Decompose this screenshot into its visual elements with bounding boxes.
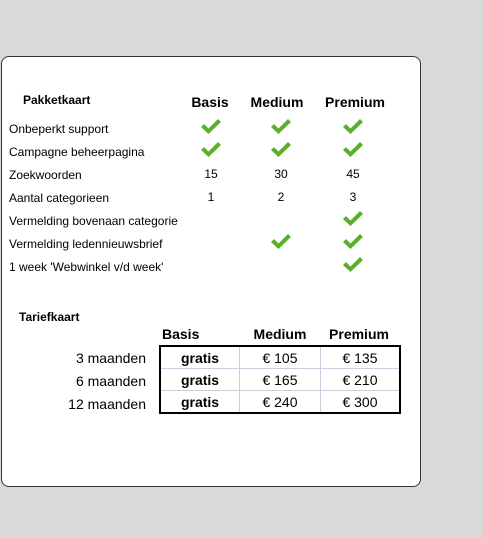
feature-label: Vermelding bovenaan categorie xyxy=(9,214,178,228)
tarief-cell: € 105 xyxy=(240,346,321,369)
table-row xyxy=(160,346,400,369)
feature-label: 1 week 'Webwinkel v/d week' xyxy=(9,260,164,274)
tarief-cell: € 240 xyxy=(240,391,321,414)
checkmark-icon xyxy=(342,117,364,137)
feature-label: Campagne beheerpagina xyxy=(9,145,145,159)
checkmark-icon xyxy=(342,232,364,252)
pricing-card xyxy=(1,56,421,487)
tarief-col-medium: Medium xyxy=(253,326,307,342)
pakket-col-medium: Medium xyxy=(250,94,304,110)
feature-value: 2 xyxy=(277,190,285,204)
tarief-cell: € 135 xyxy=(321,346,401,369)
table-row xyxy=(160,391,400,414)
checkmark-icon xyxy=(270,117,292,137)
pakket-col-basis: Basis xyxy=(191,94,229,110)
tarief-cell: € 165 xyxy=(240,369,321,391)
feature-value: 15 xyxy=(204,167,218,181)
checkmark-icon xyxy=(200,140,222,160)
checkmark-icon xyxy=(270,232,292,252)
tarief-row-label-6: 6 maanden xyxy=(75,373,146,389)
checkmark-icon xyxy=(342,209,364,229)
checkmark-icon xyxy=(342,255,364,275)
tarief-row-label-3: 3 maanden xyxy=(75,350,146,366)
checkmark-icon xyxy=(270,140,292,160)
tarief-table xyxy=(159,345,401,414)
tarief-col-premium: Premium xyxy=(329,326,389,342)
feature-value: 1 xyxy=(207,190,215,204)
feature-label: Zoekwoorden xyxy=(9,168,82,182)
tarief-cell: gratis xyxy=(160,369,240,391)
pakketkaart-title: Pakketkaart xyxy=(23,93,91,107)
feature-value: 45 xyxy=(346,167,360,181)
feature-label: Vermelding ledennieuwsbrief xyxy=(9,237,163,251)
feature-label: Aantal categorieen xyxy=(9,191,110,205)
tarief-cell: gratis xyxy=(160,346,240,369)
feature-value: 30 xyxy=(274,167,288,181)
feature-label: Onbeperkt support xyxy=(9,122,109,136)
checkmark-icon xyxy=(200,117,222,137)
tarief-row-label-12: 12 maanden xyxy=(68,396,146,412)
tarief-cell: € 210 xyxy=(321,369,401,391)
tarief-cell: gratis xyxy=(160,391,240,414)
checkmark-icon xyxy=(342,140,364,160)
pakket-col-premium: Premium xyxy=(325,94,385,110)
tariefkaart-title: Tariefkaart xyxy=(19,310,80,324)
feature-value: 3 xyxy=(349,190,357,204)
tarief-col-basis: Basis xyxy=(162,326,200,342)
tarief-cell: € 300 xyxy=(321,391,401,414)
table-row xyxy=(160,369,400,391)
